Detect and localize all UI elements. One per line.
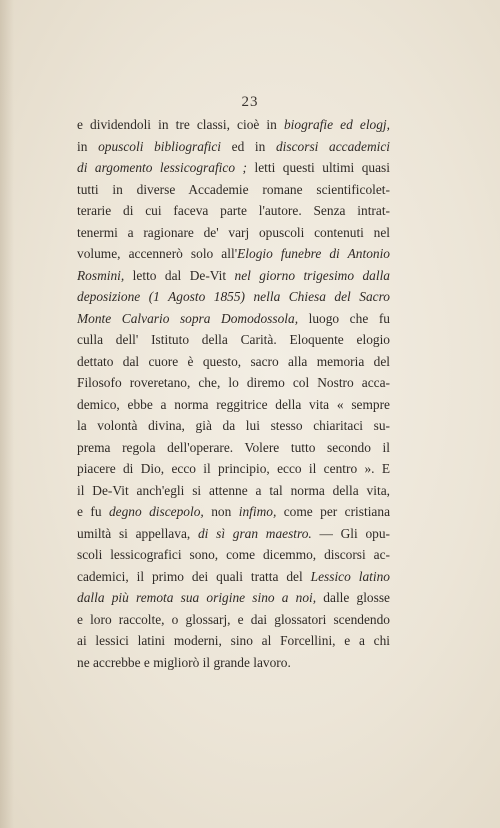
text-segment: cademici, il primo dei quali tratta del [77,568,311,584]
text-line [77,157,390,179]
text-segment: ne accrebbe e migliorò il grande lavoro. [77,654,291,670]
text-line [77,501,390,523]
text-segment: luogo che fu [298,310,390,326]
text-line [77,523,390,545]
text-line [77,243,390,265]
text-segment: e loro raccolte, o glossarj, e dai glossatori scendendo [77,611,390,627]
italic-text: nel giorno trigesimo dalla [234,267,390,283]
italic-text: Monte Calvario sopra Domodossola, [77,310,299,326]
text-line [77,394,390,416]
text-line [77,351,390,373]
text-segment: e dividendoli in tre classi, cioè in [77,117,284,132]
text-line [77,630,390,652]
italic-text: di argomento lessicografico ; [77,160,247,175]
text-line [77,265,390,287]
text-segment: tutti in diverse Accademie romane scientificolet- [77,181,390,197]
text-segment: piacere di Dio, ecco il principio, ecco il centro ». E [77,461,390,476]
text-line [77,179,390,201]
text-line [77,114,390,136]
text-segment: scoli lessicografici sono, come dicemmo, discorsi ac- [77,547,390,562]
text-segment: letto dal De-Vit [124,267,235,283]
text-line [77,458,390,480]
text-segment: demico, ebbe a norma reggitrice della vita « sempre [77,396,390,412]
page-number: 23 [241,94,259,110]
text-line [77,652,390,674]
italic-text: discorsi accademici [275,138,390,154]
text-line [77,136,390,158]
text-line [77,480,390,502]
italic-text: degno discepolo, [108,504,204,519]
text-line [77,566,390,588]
text-segment: tenermi a ragionare de' varj opuscoli contenuti nel [77,224,390,240]
italic-text: di sì gran maestro. [197,525,312,541]
italic-text: Lessico latino [310,568,390,584]
text-segment: ed in [221,138,276,154]
italic-text: Elogio funebre di Antonio [237,246,390,261]
text-segment: non [203,504,239,519]
text-line [77,286,390,308]
italic-text: biografie ed elogj, [283,117,390,132]
text-segment: volume, accennerò solo all' [77,246,238,261]
text-line [77,609,390,631]
text-segment: dalle glosse [316,590,390,605]
text-line [77,308,390,330]
text-line [77,544,390,566]
text-segment: terarie di cui faceva parte l'autore. Senza intrat- [77,203,390,218]
text-segment: Filosofo roveretano, che, lo diremo col Nostro acca- [77,375,390,390]
page-edge-shadow [0,0,14,828]
text-segment: — Gli opu- [311,525,390,541]
text-segment: e fu [77,504,109,519]
italic-text: deposizione (1 Agosto 1855) nella Chiesa del Sacro [77,289,390,304]
text-line [77,372,390,394]
text-line [77,415,390,437]
text-line [77,437,390,459]
text-segment: umiltà si appellava, [77,525,198,541]
text-segment: come per cristiana [276,504,390,519]
text-segment: dettato dal cuore è questo, sacro alla memoria del [77,353,390,369]
body-text [77,114,390,673]
text-segment: il De-Vit anch'egli si attenne a tal norma della vita, [77,482,390,498]
text-line [77,329,390,351]
text-segment: ai lessici latini moderni, sino al Forcellini, e a chi [77,633,390,648]
text-segment: letti questi ultimi quasi [246,160,390,175]
italic-text: infimo, [238,504,277,519]
text-line [77,222,390,244]
italic-text: Rosmini, [77,267,125,283]
text-segment: in [77,138,99,154]
text-line [77,200,390,222]
italic-text: opuscoli bibliografici [98,138,222,154]
text-line [77,587,390,609]
text-segment: la volontà divina, già da lui stesso chiaritaci su- [77,418,390,433]
text-segment: prema regola dell'operare. Volere tutto secondo il [77,439,390,455]
text-segment: culla dell' Istituto della Carità. Eloquente elogio [77,332,390,347]
italic-text: dalla più remota sua origine sino a noi, [77,590,317,605]
